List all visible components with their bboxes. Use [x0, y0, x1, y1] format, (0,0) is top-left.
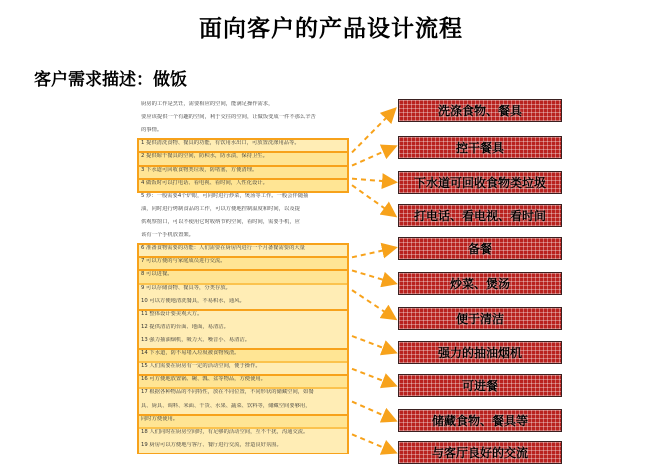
- document-line: 5 炒：一般需要4个炉眼，可同时进行炒菜，煲汤等工作。一般会伴随抽: [141, 192, 309, 199]
- document-line: 1 提供清洗食物、餐具的功能，有饮用水出口，可放置洗涤用品等。: [141, 140, 300, 147]
- page-title: 面向客户的产品设计流程: [199, 16, 463, 42]
- function-label: 与客厅良好的交流: [398, 441, 562, 464]
- connector-arrow: [352, 179, 394, 182]
- connector-arrow: [352, 402, 394, 420]
- document-line: 16 可方便地放置锅、碗、瓢、盆等物品，方便使用。: [141, 376, 266, 383]
- document-line: 2 提供晾干餐具的空间，防积水，防水渍，保持卫生。: [141, 153, 268, 160]
- function-label: 储藏食物、餐具等: [398, 409, 562, 432]
- document-line: 11 整体设计要美观大方。: [141, 310, 203, 317]
- document-line: 供观察窗口，可以不使用它时收纳节约空间，看时间，需要手机，应: [141, 219, 300, 225]
- document-line: 同时方便使用。: [141, 415, 179, 422]
- document-line: 的事情。: [141, 127, 163, 134]
- connector-arrow: [352, 147, 394, 166]
- connector-arrow: [352, 434, 394, 452]
- function-label: 下水道可回收食物类垃圾: [398, 171, 562, 194]
- document-line: 10 可以方便地清洗餐具，不易积水，通风。: [141, 297, 245, 304]
- function-label: 打电话、看电视、看时间: [398, 204, 562, 227]
- function-label: 炒菜、煲汤: [398, 272, 562, 295]
- connector-arrow: [352, 185, 394, 215]
- document-line: 12 提供清洁的台面、地面，易清洁。: [141, 323, 229, 330]
- document-line: 该有一个手机放置架。: [141, 232, 194, 239]
- document-line: 19 厨房可以方便地与客厅、餐厅进行交流，营造良好氛围。: [141, 441, 282, 448]
- document-line: 13 强力抽油烟机，吸力大、噪音小、易清洁。: [141, 337, 251, 343]
- document-line: 6 准备食物需要的功能：人们需要在厨房内进行一个月备餐需要的大量: [141, 245, 305, 252]
- connector-arrow: [352, 369, 394, 385]
- function-label: 便于清洁: [398, 307, 562, 330]
- document-line: 厨房的工作是烹饪，需要相应的空间，能满足操作需求，: [141, 101, 274, 107]
- document-line: 8 可以进餐。: [141, 271, 173, 278]
- document-line: 油，同时进行烤制食品的工作，可以方便地控制温度和时间，以及提: [141, 205, 300, 212]
- connector-arrow: [352, 336, 394, 352]
- document-line: 14 下水道，防不易堵入垃圾被食物残渣。: [141, 350, 240, 357]
- document-line: 17 根据各种物品的不同特性，放在不同位置，不同形状的储藏空间，如餐: [141, 389, 314, 396]
- document-line: 具、厨具、调料、米面、干货、水果、蔬菜、饮料等，储藏空间要够用，: [141, 402, 311, 409]
- connector-arrow: [352, 110, 394, 152]
- document-line: 15 人们需要在厨房有一定的活动空间，便于操作。: [141, 363, 261, 370]
- connector-arrow: [352, 270, 394, 283]
- document-line: 18 人们同时在厨房空间时，有足够的活动空间，互不干扰，沟通交流。: [141, 428, 309, 435]
- document-line: 3 下水道可回收食物类垃圾，防堵塞，方便清理。: [141, 166, 258, 173]
- document-line: 7 可以方便的与家庭成员进行交流。: [141, 258, 226, 265]
- document-line: 9 可以存储食物、餐具等，分类存放。: [141, 284, 231, 291]
- function-label: 洗涤食物、餐具: [398, 99, 562, 122]
- connector-arrow: [352, 248, 394, 257]
- function-label: 强力的抽油烟机: [398, 341, 562, 364]
- function-label: 备餐: [398, 237, 562, 260]
- document-line: 要应该提供一个有趣的空间，利于交往的空间，让做饭变成一件不那么辛苦: [141, 114, 316, 121]
- document-line: 4 做饭时可以打电话、看电视、看时间，人性化设计。: [141, 179, 268, 186]
- connector-arrow: [352, 290, 394, 318]
- subtitle: 客户需求描述：做饭: [34, 70, 187, 90]
- function-label: 可进餐: [398, 374, 562, 397]
- function-label: 控干餐具: [398, 136, 562, 159]
